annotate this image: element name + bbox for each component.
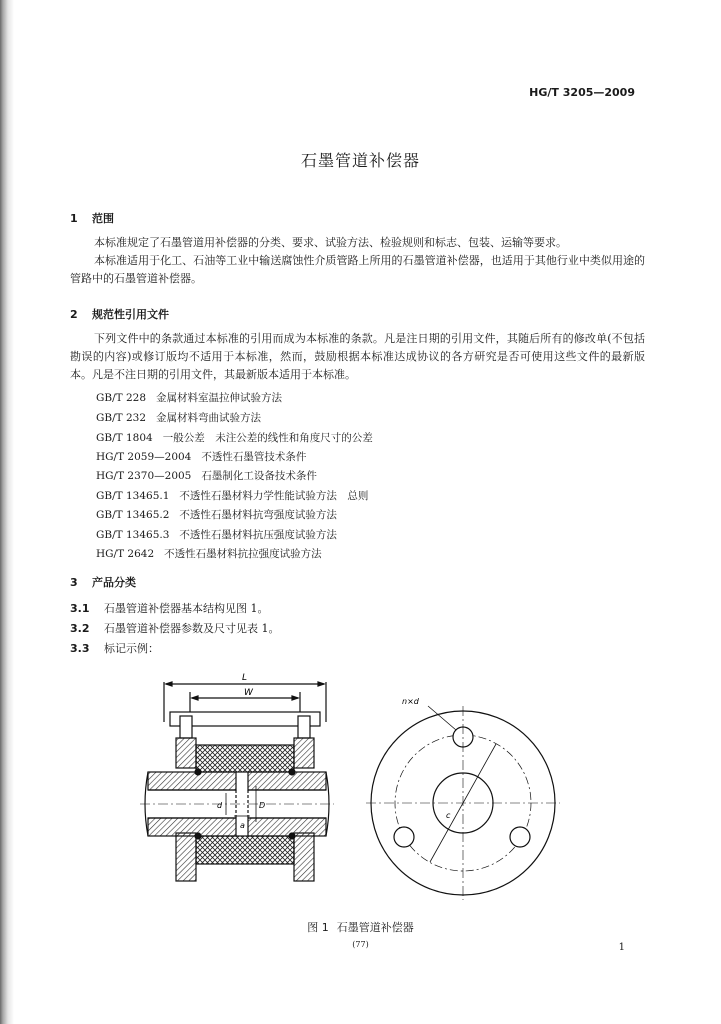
reference-title: 不透性石墨材料抗弯强度试验方法 bbox=[179, 509, 337, 521]
dim-label-a: a bbox=[240, 821, 245, 830]
reference-code: GB/T 1804 bbox=[96, 432, 153, 444]
reference-title: 不透性石墨材料力学性能试验方法 总则 bbox=[179, 490, 369, 502]
normative-intro: 下列文件中的条款通过本标准的引用而成为本标准的条款。凡是注日期的引用文件，其随后所有的修改单(不包括勘误的内容)或修订版均不适用于本标准，然而，鼓励根据本标准达成协议的各方研究是否可使用这些文件的最新版本。凡是不注日期的引用文件，其最新版本适用于本标准。 bbox=[70, 332, 645, 381]
section-number: 2 bbox=[70, 308, 78, 321]
reference-code: HG/T 2370—2005 bbox=[96, 470, 192, 482]
reference-code: GB/T 13465.3 bbox=[96, 529, 170, 541]
reference-title: 金属材料室温拉伸试验方法 bbox=[156, 392, 283, 404]
reference-code: GB/T 13465.1 bbox=[96, 490, 170, 502]
clause-text: 石墨管道补偿器参数及尺寸见表 1。 bbox=[104, 622, 280, 635]
reference-code: HG/T 2642 bbox=[96, 548, 155, 560]
footer-code: (77) bbox=[352, 940, 369, 949]
reference-code: GB/T 232 bbox=[96, 412, 147, 424]
clause-number: 3.1 bbox=[70, 602, 90, 615]
dim-label-c: c bbox=[446, 811, 451, 820]
section-title: 规范性引用文件 bbox=[92, 308, 169, 321]
dim-label-W: W bbox=[244, 688, 253, 698]
flange-end-view bbox=[366, 706, 560, 900]
dim-label-nd: n×d bbox=[402, 697, 419, 706]
figure-caption bbox=[0, 919, 721, 935]
reference-code: GB/T 13465.2 bbox=[96, 509, 170, 521]
clause-number: 3.2 bbox=[70, 622, 90, 635]
figure-caption-text: 石墨管道补偿器 bbox=[336, 921, 414, 934]
dim-label-D: D bbox=[259, 801, 266, 810]
page-number: 1 bbox=[618, 942, 625, 953]
dim-label-d: d bbox=[217, 801, 223, 810]
scope-paragraph-1: 本标准规定了石墨管道用补偿器的分类、要求、试验方法、检验规则和标志、包装、运输等要求。 bbox=[94, 236, 567, 249]
section-number: 3 bbox=[70, 576, 78, 589]
clause-text: 标记示例： bbox=[104, 642, 159, 655]
document-title: 石墨管道补偿器 bbox=[300, 151, 420, 170]
figure-number: 图 1 bbox=[307, 921, 329, 934]
reference-title: 不透性石墨管技术条件 bbox=[201, 451, 307, 463]
standard-number: HG/T 3205—2009 bbox=[529, 86, 635, 99]
section-title: 范围 bbox=[92, 212, 114, 225]
reference-title: 不透性石墨材料抗拉强度试验方法 bbox=[164, 548, 322, 560]
reference-title: 一般公差 未注公差的线性和角度尺寸的公差 bbox=[162, 432, 373, 444]
section-number: 1 bbox=[70, 212, 78, 225]
scope-paragraph-2: 本标准适用于化工、石油等工业中输送腐蚀性介质管路上所用的石墨管道补偿器，也适用于其他行业中类似用途的管路中的石墨管道补偿器。 bbox=[70, 254, 645, 285]
section-title: 产品分类 bbox=[92, 576, 136, 589]
reference-title: 不透性石墨材料抗压强度试验方法 bbox=[179, 529, 337, 541]
reference-code: HG/T 2059—2004 bbox=[96, 451, 192, 463]
clause-text: 石墨管道补偿器基本结构见图 1。 bbox=[104, 602, 269, 615]
reference-code: GB/T 228 bbox=[96, 392, 147, 404]
reference-title: 石墨制化工设备技术条件 bbox=[201, 470, 317, 482]
reference-title: 金属材料弯曲试验方法 bbox=[156, 412, 262, 424]
sectional-view bbox=[140, 682, 334, 881]
dim-label-L: L bbox=[242, 673, 248, 683]
clause-number: 3.3 bbox=[70, 642, 90, 655]
